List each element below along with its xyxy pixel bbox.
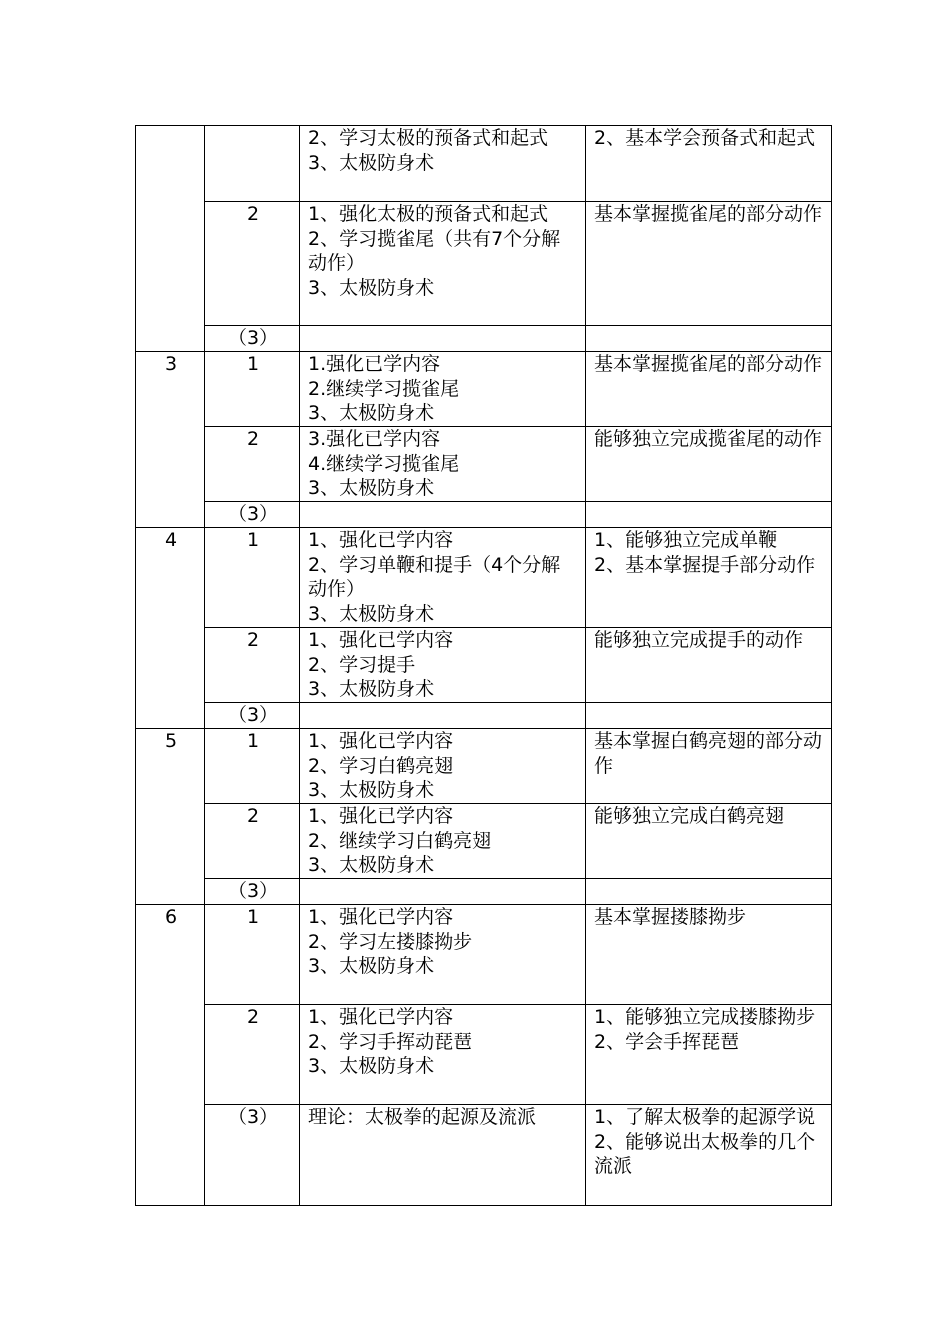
- table-row: [136, 202, 832, 326]
- goal-line: 1、能够独立完成单鞭: [594, 529, 778, 551]
- goal-line: 基本掌握揽雀尾的部分动作: [594, 203, 823, 225]
- goal-cell: [586, 703, 832, 729]
- week-cell: [136, 126, 205, 352]
- content-cell: [300, 502, 586, 528]
- content-line: 3、太极防身术: [308, 477, 435, 499]
- content-line: 2、学习提手: [308, 653, 416, 676]
- content-line: 3、太极防身术: [308, 151, 435, 174]
- goal-line: 基本掌握搂膝拗步: [594, 906, 747, 928]
- content-line: 3、太极防身术: [308, 1055, 435, 1077]
- content-cell: [300, 628, 586, 703]
- content-cell: [300, 729, 586, 804]
- content-cell: [300, 528, 586, 628]
- goal-cell: [586, 628, 832, 703]
- content-line: 2.继续学习揽雀尾: [308, 377, 460, 400]
- goal-line: 1、了解太极拳的起源学说: [594, 1106, 816, 1128]
- table-row: [136, 502, 832, 528]
- content-cell: [300, 1005, 586, 1105]
- goal-cell: [586, 1005, 832, 1105]
- content-cell: [300, 427, 586, 502]
- content-line: 3、太极防身术: [308, 402, 435, 424]
- table-row: [136, 528, 832, 628]
- content-line: 2、学习揽雀尾（共有7个分解动作）: [308, 227, 561, 274]
- content-line: 1、强化已学内容: [308, 730, 454, 752]
- goal-cell: [586, 326, 832, 352]
- content-cell: [300, 879, 586, 905]
- goal-line: 2、基本学会预备式和起式: [594, 127, 816, 149]
- content-line: 3、太极防身术: [308, 955, 435, 977]
- content-line: 1、强化已学内容: [308, 629, 454, 651]
- goal-line: 能够独立完成白鹤亮翅: [594, 805, 785, 827]
- table-row: [136, 352, 832, 427]
- content-cell: [300, 352, 586, 427]
- goal-cell: [586, 202, 832, 326]
- content-cell: [300, 905, 586, 1005]
- content-line: 3、太极防身术: [308, 602, 435, 625]
- goal-cell: [586, 879, 832, 905]
- content-line: 2、学习左搂膝拗步: [308, 930, 473, 953]
- goal-cell: [586, 804, 832, 879]
- content-cell: [300, 703, 586, 729]
- goal-cell: [586, 528, 832, 628]
- content-line: 2、继续学习白鹤亮翅: [308, 829, 492, 852]
- week-cell: 4: [136, 528, 205, 729]
- goal-line: 2、能够说出太极拳的几个流派: [594, 1130, 816, 1177]
- table-row: [136, 1105, 832, 1206]
- content-line: 3.强化已学内容: [308, 428, 441, 450]
- week-cell: 3: [136, 352, 205, 528]
- content-line: 2、学习太极的预备式和起式: [308, 127, 549, 149]
- goal-cell: [586, 502, 832, 528]
- lesson-number-cell: 2: [205, 628, 300, 703]
- table-row: [136, 126, 832, 202]
- table-row: [136, 703, 832, 729]
- lesson-number-cell: （3）: [205, 703, 300, 729]
- goal-line: 1、能够独立完成搂膝拗步: [594, 1006, 816, 1028]
- content-line: 3、太极防身术: [308, 276, 435, 299]
- content-cell: [300, 1105, 586, 1206]
- lesson-number-cell: 1: [205, 729, 300, 804]
- week-cell: 5: [136, 729, 205, 905]
- lesson-plan-body: [136, 126, 832, 1206]
- content-line: 1、强化太极的预备式和起式: [308, 203, 549, 225]
- content-line: 3、太极防身术: [308, 779, 435, 801]
- goal-line: 能够独立完成提手的动作: [594, 629, 804, 651]
- content-line: 2、学习白鹤亮翅: [308, 754, 454, 777]
- goal-line: 能够独立完成揽雀尾的动作: [594, 428, 823, 450]
- content-cell: [300, 126, 586, 202]
- table-row: [136, 729, 832, 804]
- content-line: 2、学习单鞭和提手（4个分解动作）: [308, 553, 561, 600]
- content-line: 1、强化已学内容: [308, 805, 454, 827]
- content-line: 4.继续学习揽雀尾: [308, 452, 460, 475]
- goal-cell: [586, 1105, 832, 1206]
- content-cell: [300, 202, 586, 326]
- goal-cell: [586, 126, 832, 202]
- table-row: [136, 905, 832, 1005]
- lesson-number-cell: 1: [205, 352, 300, 427]
- goal-cell: [586, 352, 832, 427]
- goal-line: 2、基本掌握提手部分动作: [594, 553, 816, 576]
- lesson-number-cell: 2: [205, 804, 300, 879]
- goal-cell: [586, 905, 832, 1005]
- content-cell: [300, 326, 586, 352]
- content-line: 1、强化已学内容: [308, 1006, 454, 1028]
- lesson-number-cell: （3）: [205, 502, 300, 528]
- week-cell: 6: [136, 905, 205, 1206]
- lesson-number-cell: （3）: [205, 326, 300, 352]
- content-line: 理论：太极拳的起源及流派: [308, 1106, 537, 1128]
- lesson-number-cell: 2: [205, 1005, 300, 1105]
- table-row: [136, 879, 832, 905]
- content-cell: [300, 804, 586, 879]
- goal-line: 2、学会手挥琵琶: [594, 1030, 740, 1053]
- content-line: 3、太极防身术: [308, 854, 435, 876]
- content-line: 1、强化已学内容: [308, 529, 454, 551]
- goal-cell: [586, 729, 832, 804]
- lesson-number-cell: 1: [205, 528, 300, 628]
- lesson-number-cell: 2: [205, 427, 300, 502]
- table-row: [136, 326, 832, 352]
- table-row: [136, 427, 832, 502]
- content-line: 3、太极防身术: [308, 678, 435, 700]
- lesson-plan-table: [135, 125, 832, 1206]
- lesson-number-cell: （3）: [205, 879, 300, 905]
- table-row: [136, 628, 832, 703]
- table-row: [136, 1005, 832, 1105]
- lesson-number-cell: [205, 126, 300, 202]
- content-line: 2、学习手挥动琵琶: [308, 1030, 473, 1053]
- lesson-number-cell: （3）: [205, 1105, 300, 1206]
- content-line: 1.强化已学内容: [308, 353, 441, 375]
- goal-line: 基本掌握揽雀尾的部分动作: [594, 353, 823, 375]
- table-row: [136, 804, 832, 879]
- content-line: 1、强化已学内容: [308, 906, 454, 928]
- goal-cell: [586, 427, 832, 502]
- lesson-number-cell: 2: [205, 202, 300, 326]
- lesson-number-cell: 1: [205, 905, 300, 1005]
- goal-line: 基本掌握白鹤亮翅的部分动作: [594, 730, 823, 777]
